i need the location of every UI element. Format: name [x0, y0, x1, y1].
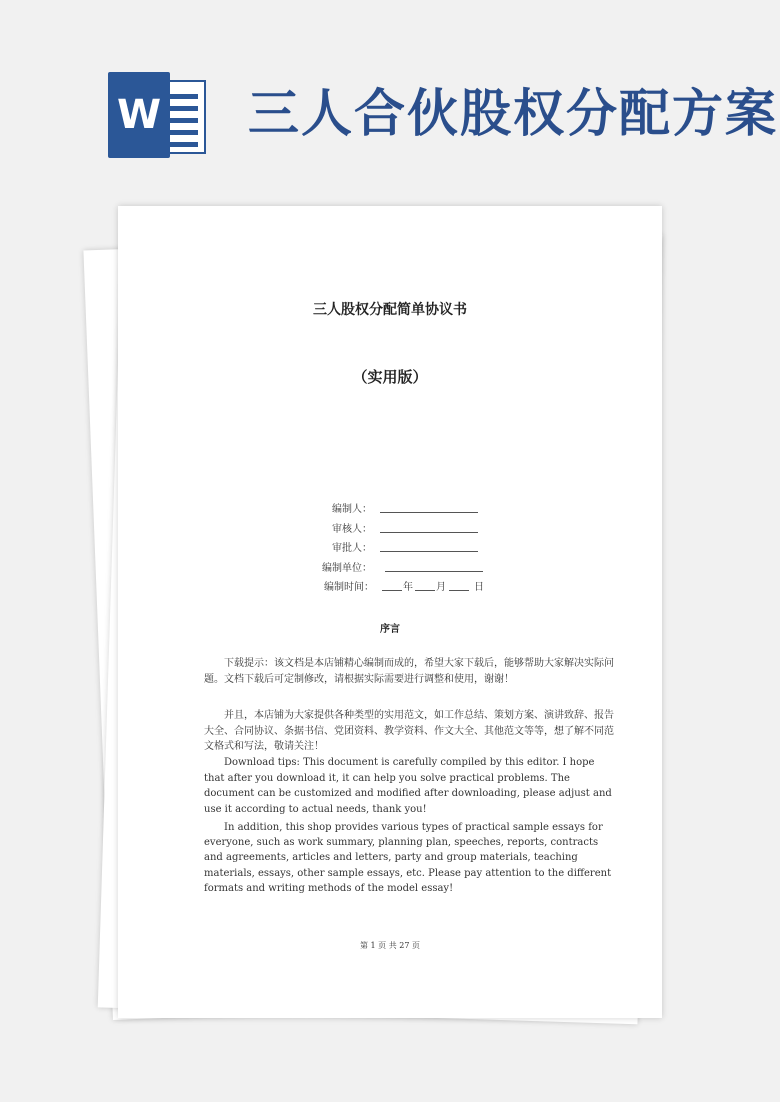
field-label: 编制单位：	[322, 562, 372, 574]
field-blank	[380, 532, 478, 533]
field-label: 审批人：	[332, 543, 372, 554]
page-number: 第 1 页 共 27 页	[360, 941, 420, 950]
word-document-icon	[108, 72, 208, 158]
paragraph-text: In addition, this shop provides various types of practical sample essays for everyone, such as work summary, planning plan, speeches, reports, contracts and agreements, articles and letters, party and group materials, teaching materials, essays, other sample essays, etc. Please pay attention to the different formats and writing methods of the model essay!	[204, 822, 612, 894]
field-date	[298, 578, 538, 598]
day-label: 日	[474, 582, 484, 593]
paragraph-text: Download tips: This document is carefully compiled by this editor. I hope that after you download it, it can help you solve practical problems. The document can be customized and modified after downloading, please adjust and use it according to actual needs, thank you!	[204, 757, 612, 815]
field-approver	[298, 539, 538, 559]
paragraph-text: 下载提示：该文档是本店铺精心编制而成的，希望大家下载后，能够帮助大家解决实际问题。文档下载后可定制修改，请根据实际需要进行调整和使用，谢谢！	[204, 658, 614, 685]
word-logo-letter: W	[108, 72, 170, 158]
paragraph-text: 并且，本店铺为大家提供各种类型的实用范文，如工作总结、策划方案、演讲致辞、报告大全、合同协议、条据书信、党团资料、教学资料、作文大全、其他范文等等，想了解不同范文格式和写法，敬请关注！	[204, 710, 614, 752]
field-compiler	[298, 500, 538, 520]
document-subtitle: （实用版）	[352, 368, 428, 386]
paragraph-shop-info-en	[204, 820, 616, 896]
banner-title: 三人合伙股权分配方案	[248, 85, 779, 144]
paragraph-download-tips-cn	[204, 656, 616, 687]
form-fields	[298, 500, 538, 598]
paragraph-download-tips-en	[204, 755, 616, 817]
field-reviewer	[298, 520, 538, 540]
preface-heading: 序言	[380, 624, 400, 635]
day-blank	[449, 578, 469, 591]
month-label: 月	[436, 582, 446, 593]
month-blank	[415, 578, 435, 591]
year-blank	[382, 578, 402, 591]
document-page	[118, 206, 662, 1018]
field-unit	[298, 559, 538, 579]
year-label: 年	[403, 582, 413, 593]
document-title: 三人股权分配简单协议书	[313, 302, 467, 318]
field-label: 审核人：	[332, 523, 372, 535]
paragraph-shop-info-cn	[204, 708, 616, 755]
date-label: 编制时间：	[324, 582, 374, 593]
field-blank	[385, 571, 483, 572]
banner	[0, 0, 780, 190]
field-label: 编制人：	[332, 504, 372, 515]
field-blank	[380, 551, 478, 552]
field-blank	[380, 512, 478, 513]
